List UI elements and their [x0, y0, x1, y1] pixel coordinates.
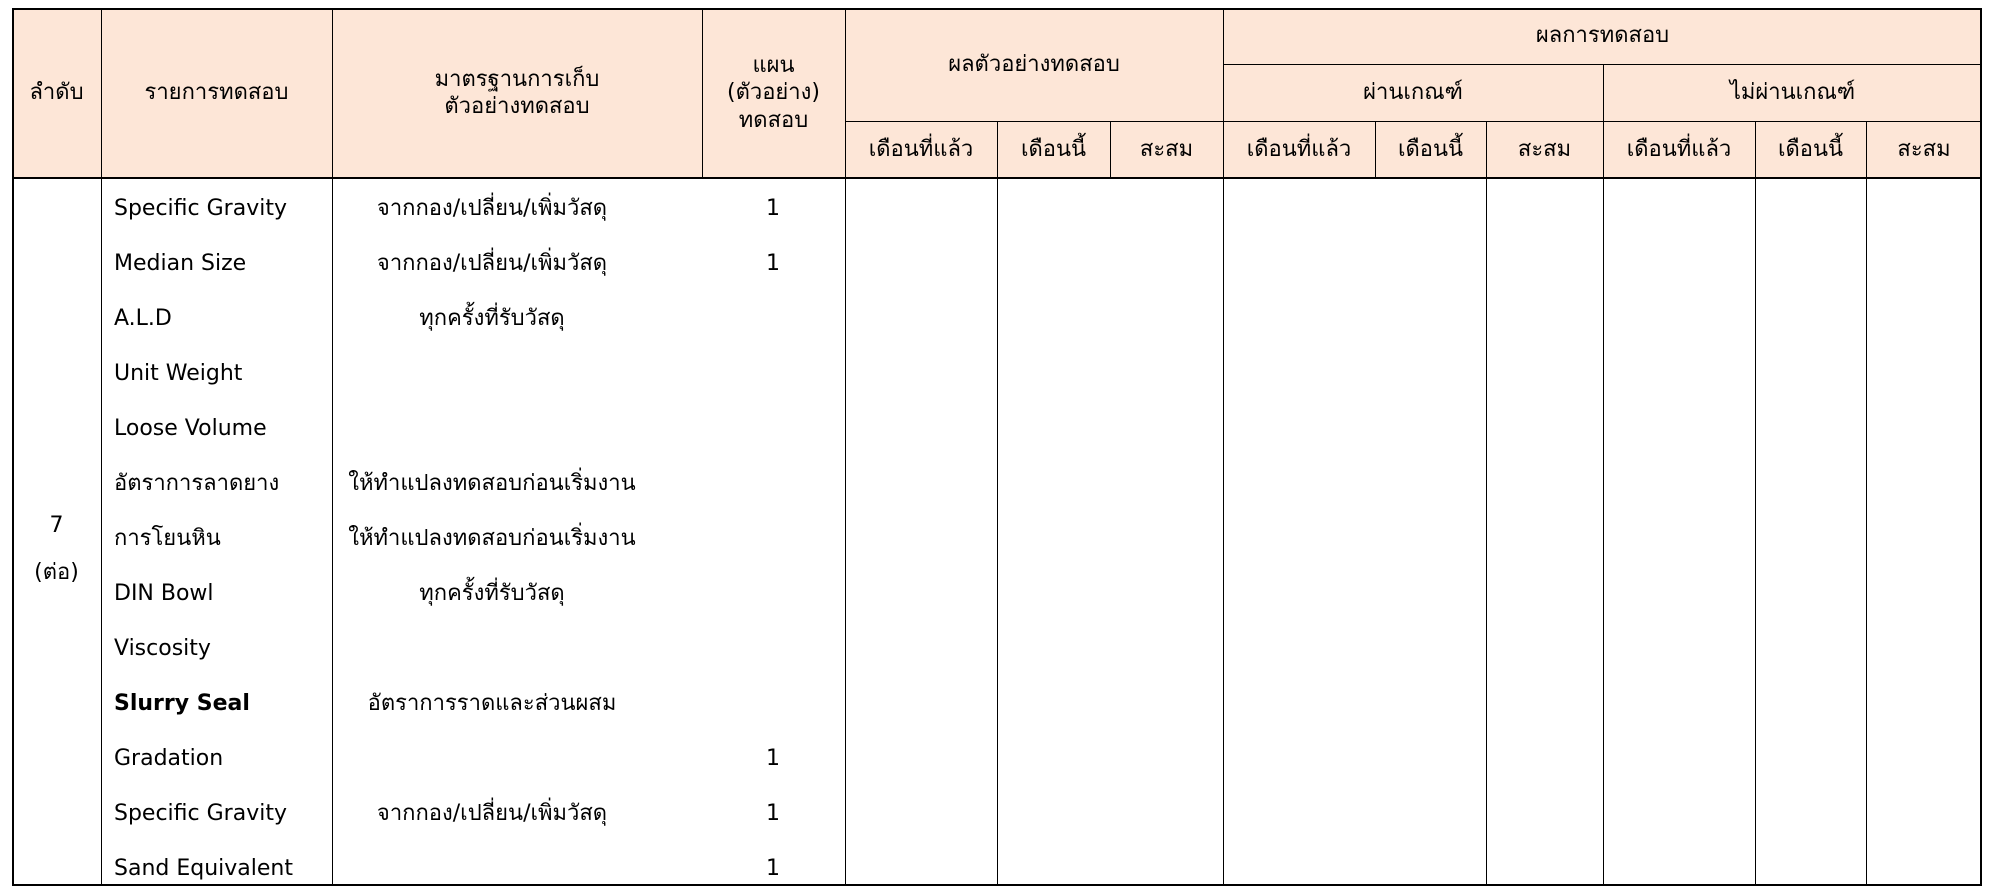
border-top: [12, 8, 1982, 10]
header-test-results: ผลการทดสอบ: [1223, 8, 1982, 64]
header-fail-last-month: เดือนที่แล้ว: [1603, 121, 1755, 178]
test-item-plan: 1: [766, 856, 780, 881]
vline-2: [332, 8, 333, 886]
test-item-name: Sand Equivalent: [114, 856, 293, 881]
test-item-standard: ให้ทำแปลงทดสอบก่อนเริ่มงาน: [348, 526, 636, 551]
test-item-name: Specific Gravity: [114, 801, 287, 826]
test-item-standard: [347, 731, 637, 786]
test-item-plan: [752, 566, 794, 621]
header-sample-results: ผลตัวอย่างทดสอบ: [845, 8, 1223, 121]
test-item-plan: [752, 401, 794, 456]
test-item-standard: ทุกครั้งที่รับวัสดุ: [419, 581, 565, 606]
test-item-standard: ทุกครั้งที่รับวัสดุ: [419, 306, 565, 331]
vline-13: [1980, 8, 1982, 886]
test-item-standard: [347, 346, 637, 401]
test-item-name: การโยนหิน: [114, 526, 221, 551]
test-item-standard: จากกอง/เปลี่ยน/เพิ่มวัสดุ: [376, 801, 608, 826]
header-sample-cumulative: สะสม: [1110, 121, 1223, 178]
vline-1: [101, 8, 102, 886]
header-pass-this-month: เดือนนี้: [1375, 121, 1486, 178]
test-item-plan: [752, 346, 794, 401]
vline-6: [1110, 121, 1111, 178]
test-item-plan: [752, 291, 794, 346]
test-item-standard: ให้ทำแปลงทดสอบก่อนเริ่มงาน: [348, 471, 636, 496]
test-item-name: Slurry Seal: [114, 691, 250, 716]
test-item-name: อัตราการลาดยาง: [114, 471, 280, 496]
test-item-standard: [347, 621, 637, 676]
vline-4: [845, 8, 846, 886]
test-item-standard: อัตราการราดและส่วนผสม: [367, 691, 617, 716]
test-item-plan: [752, 621, 794, 676]
header-sample-last-month: เดือนที่แล้ว: [845, 121, 997, 178]
vline-0: [12, 8, 14, 886]
test-item-plan: [752, 511, 794, 566]
vline-7: [1223, 8, 1224, 886]
header-standard: มาตรฐานการเก็บตัวอย่างทดสอบ: [332, 8, 702, 178]
test-item-name: Loose Volume: [114, 416, 267, 441]
header-line-2: [845, 121, 1982, 122]
header-pass: ผ่านเกณฑ์: [1223, 64, 1603, 121]
test-item-name: Median Size: [114, 251, 247, 276]
vline-5: [997, 121, 998, 886]
vline-8: [1375, 121, 1376, 178]
header-pass-last-month: เดือนที่แล้ว: [1223, 121, 1375, 178]
header-test-item: รายการทดสอบ: [101, 8, 332, 178]
test-item-name: DIN Bowl: [114, 581, 214, 606]
test-item-name: Viscosity: [114, 636, 211, 661]
test-item-standard: [347, 841, 637, 896]
test-item-plan: 1: [766, 801, 780, 826]
header-fail-this-month: เดือนนี้: [1755, 121, 1866, 178]
test-item-name: Unit Weight: [114, 361, 243, 386]
test-item-standard: จากกอง/เปลี่ยน/เพิ่มวัสดุ: [376, 196, 608, 221]
header-order: ลำดับ: [12, 8, 101, 178]
header-plan: แผน (ตัวอย่าง) ทดสอบ: [702, 8, 845, 178]
test-item-standard: จากกอง/เปลี่ยน/เพิ่มวัสดุ: [376, 251, 608, 276]
header-pass-cumulative: สะสม: [1486, 121, 1603, 178]
test-item-plan: [752, 676, 794, 731]
test-item-name: Specific Gravity: [114, 196, 287, 221]
vline-3: [702, 8, 703, 178]
row-group-number: 7: [49, 513, 64, 539]
row-group-continued: (ต่อ): [34, 560, 79, 586]
test-item-plan: 1: [766, 746, 780, 771]
test-results-table: [12, 8, 1982, 886]
vline-12: [1866, 121, 1867, 886]
test-item-plan: [752, 456, 794, 511]
test-item-standard: [347, 401, 637, 456]
test-item-name: A.L.D: [114, 306, 172, 331]
vline-9: [1486, 121, 1487, 886]
vline-10: [1603, 64, 1604, 886]
test-item-name: Gradation: [114, 746, 224, 771]
test-item-plan: 1: [766, 251, 780, 276]
test-item-plan: 1: [766, 196, 780, 221]
header-fail-cumulative: สะสม: [1866, 121, 1982, 178]
vline-11: [1755, 121, 1756, 886]
header-fail: ไม่ผ่านเกณฑ์: [1603, 64, 1982, 121]
header-sample-this-month: เดือนนี้: [997, 121, 1110, 178]
